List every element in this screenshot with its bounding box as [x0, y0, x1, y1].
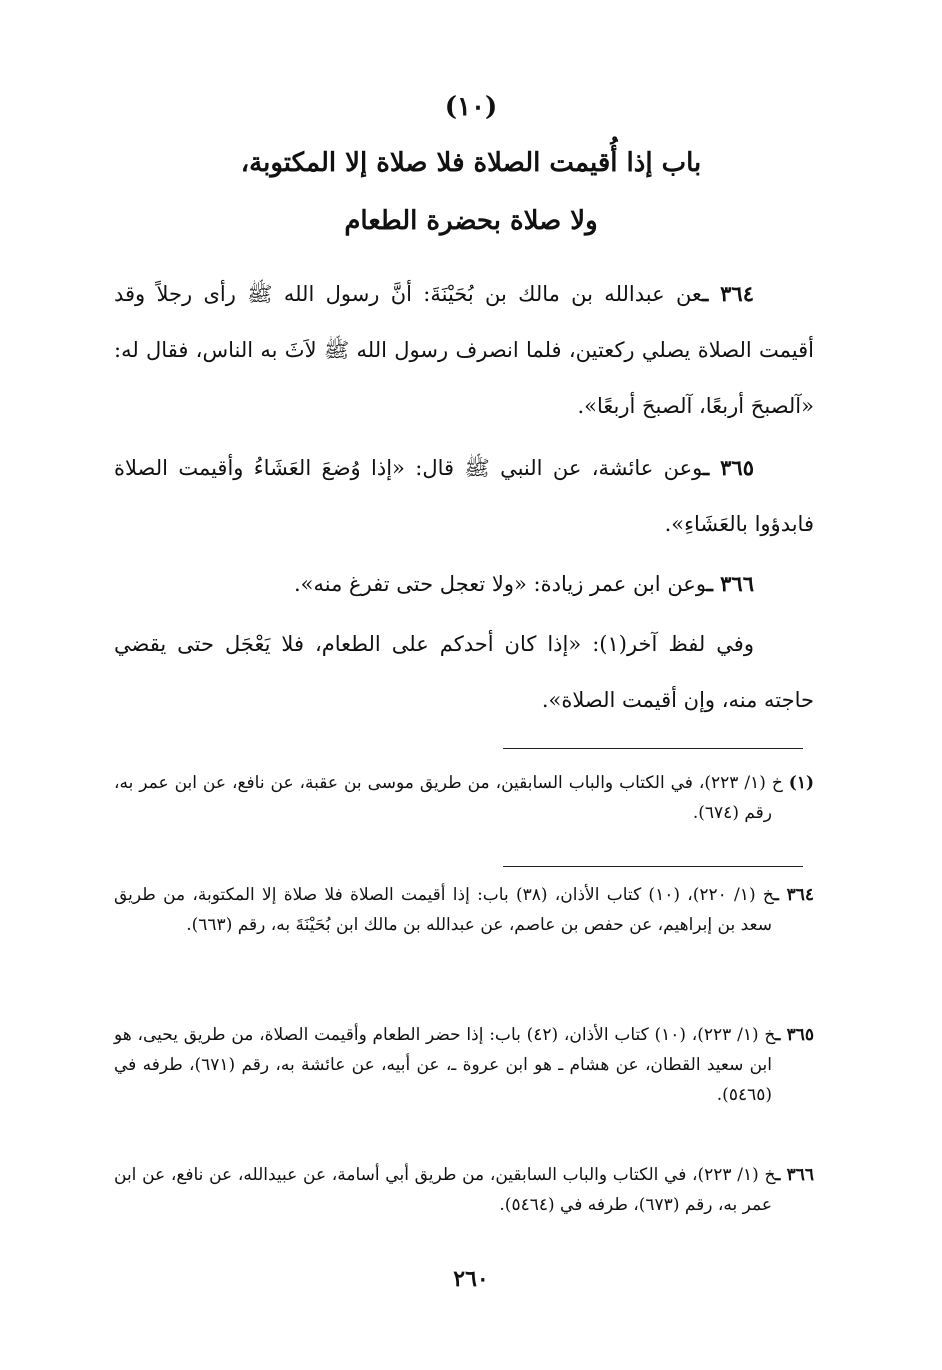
- page-number: ٢٦٠: [453, 1266, 489, 1292]
- reference-number: ٣٦٥ ـ: [775, 1025, 814, 1045]
- hadith-365: [114, 440, 814, 552]
- chapter-title-line-2: ولا صلاة بحضرة الطعام: [344, 206, 598, 236]
- reference-364: [114, 880, 814, 940]
- footnote-1: [114, 768, 814, 828]
- footnote-text: خ (١/ ٢٢٣)، في الكتاب والباب السابقين، من طريق موسى بن عقبة، عن نافع، عن ابن عمر به، رقم (٦٧٤).: [114, 773, 783, 823]
- hadith-text: وفي لفظ آخر(١): «إذا كان أحدكم على الطعام، فلا يَعْجَل حتى يقضي حاجته منه، وإن أقيمت الصلاة».: [114, 632, 814, 712]
- hadith-366: [114, 556, 814, 612]
- hadith-text: عن عبدالله بن مالك بن بُحَيْنَةَ: أنَّ رسول الله ﷺ رأى رجلاً وقد أقيمت الصلاة يصلي ركعتين، فلما انصرف رسول الله ﷺ لاَثَ به الناس، فقال له: «آلصبحَ أربعًا، آلصبحَ أربعًا».: [114, 282, 814, 418]
- reference-366: [114, 1160, 814, 1220]
- chapter-number: (١٠): [444, 92, 498, 122]
- hadith-number: ٣٦٦ ـ: [706, 571, 754, 596]
- reference-text: خ (١/ ٢٢٣)، في الكتاب والباب السابقين، من طريق أبي أسامة، عن عبيدالله، عن نافع، عن ابن عمر به، رقم (٦٧٣)، طرفه في (٥٤٦٤).: [114, 1165, 776, 1215]
- reference-text: خ (١/ ٢٢٠)، (١٠) كتاب الأذان، (٣٨) باب: إذا أقيمت الصلاة فلا صلاة إلا المكتوبة، من طريق سعد بن إبراهيم، عن حفص بن عاصم، عن عبدالله بن مالك ابن بُحَيْنَةَ به، رقم (٦٦٣).: [114, 885, 774, 935]
- references-separator: [503, 866, 803, 867]
- hadith-364: [114, 266, 814, 434]
- footnote-separator: [503, 748, 803, 749]
- chapter-title-line-1: باب إذا أُقيمت الصلاة فلا صلاة إلا المكتوبة،: [240, 148, 702, 178]
- reference-365: [114, 1020, 814, 1110]
- hadith-number: ٣٦٤ ـ: [702, 281, 754, 306]
- reference-text: خ (١/ ٢٢٣)، (١٠) كتاب الأذان، (٤٢) باب: إذا حضر الطعام وأقيمت الصلاة، من طريق يحيى، هو ابن سعيد القطان، عن هشام ـ هو ابن عروة ـ، عن أبيه، عن عائشة به، رقم (٦٧١)، طرفه في (٥٤٦٥).: [114, 1025, 776, 1105]
- hadith-text: وعن عائشة، عن النبي ﷺ قال: «إذا وُضعَ العَشَاءُ وأقيمت الصلاة فابدؤوا بالعَشَاءِ».: [114, 456, 814, 536]
- reference-number: ٣٦٤ ـ: [773, 885, 815, 905]
- hadith-text: وعن ابن عمر زيادة: «ولا تعجل حتى تفرغ منه».: [294, 572, 707, 596]
- reference-number: ٣٦٦ ـ: [775, 1165, 815, 1185]
- footnote-number: (١): [788, 773, 814, 793]
- hadith-number: ٣٦٥ ـ: [703, 455, 754, 480]
- hadith-366-variant: [114, 616, 814, 728]
